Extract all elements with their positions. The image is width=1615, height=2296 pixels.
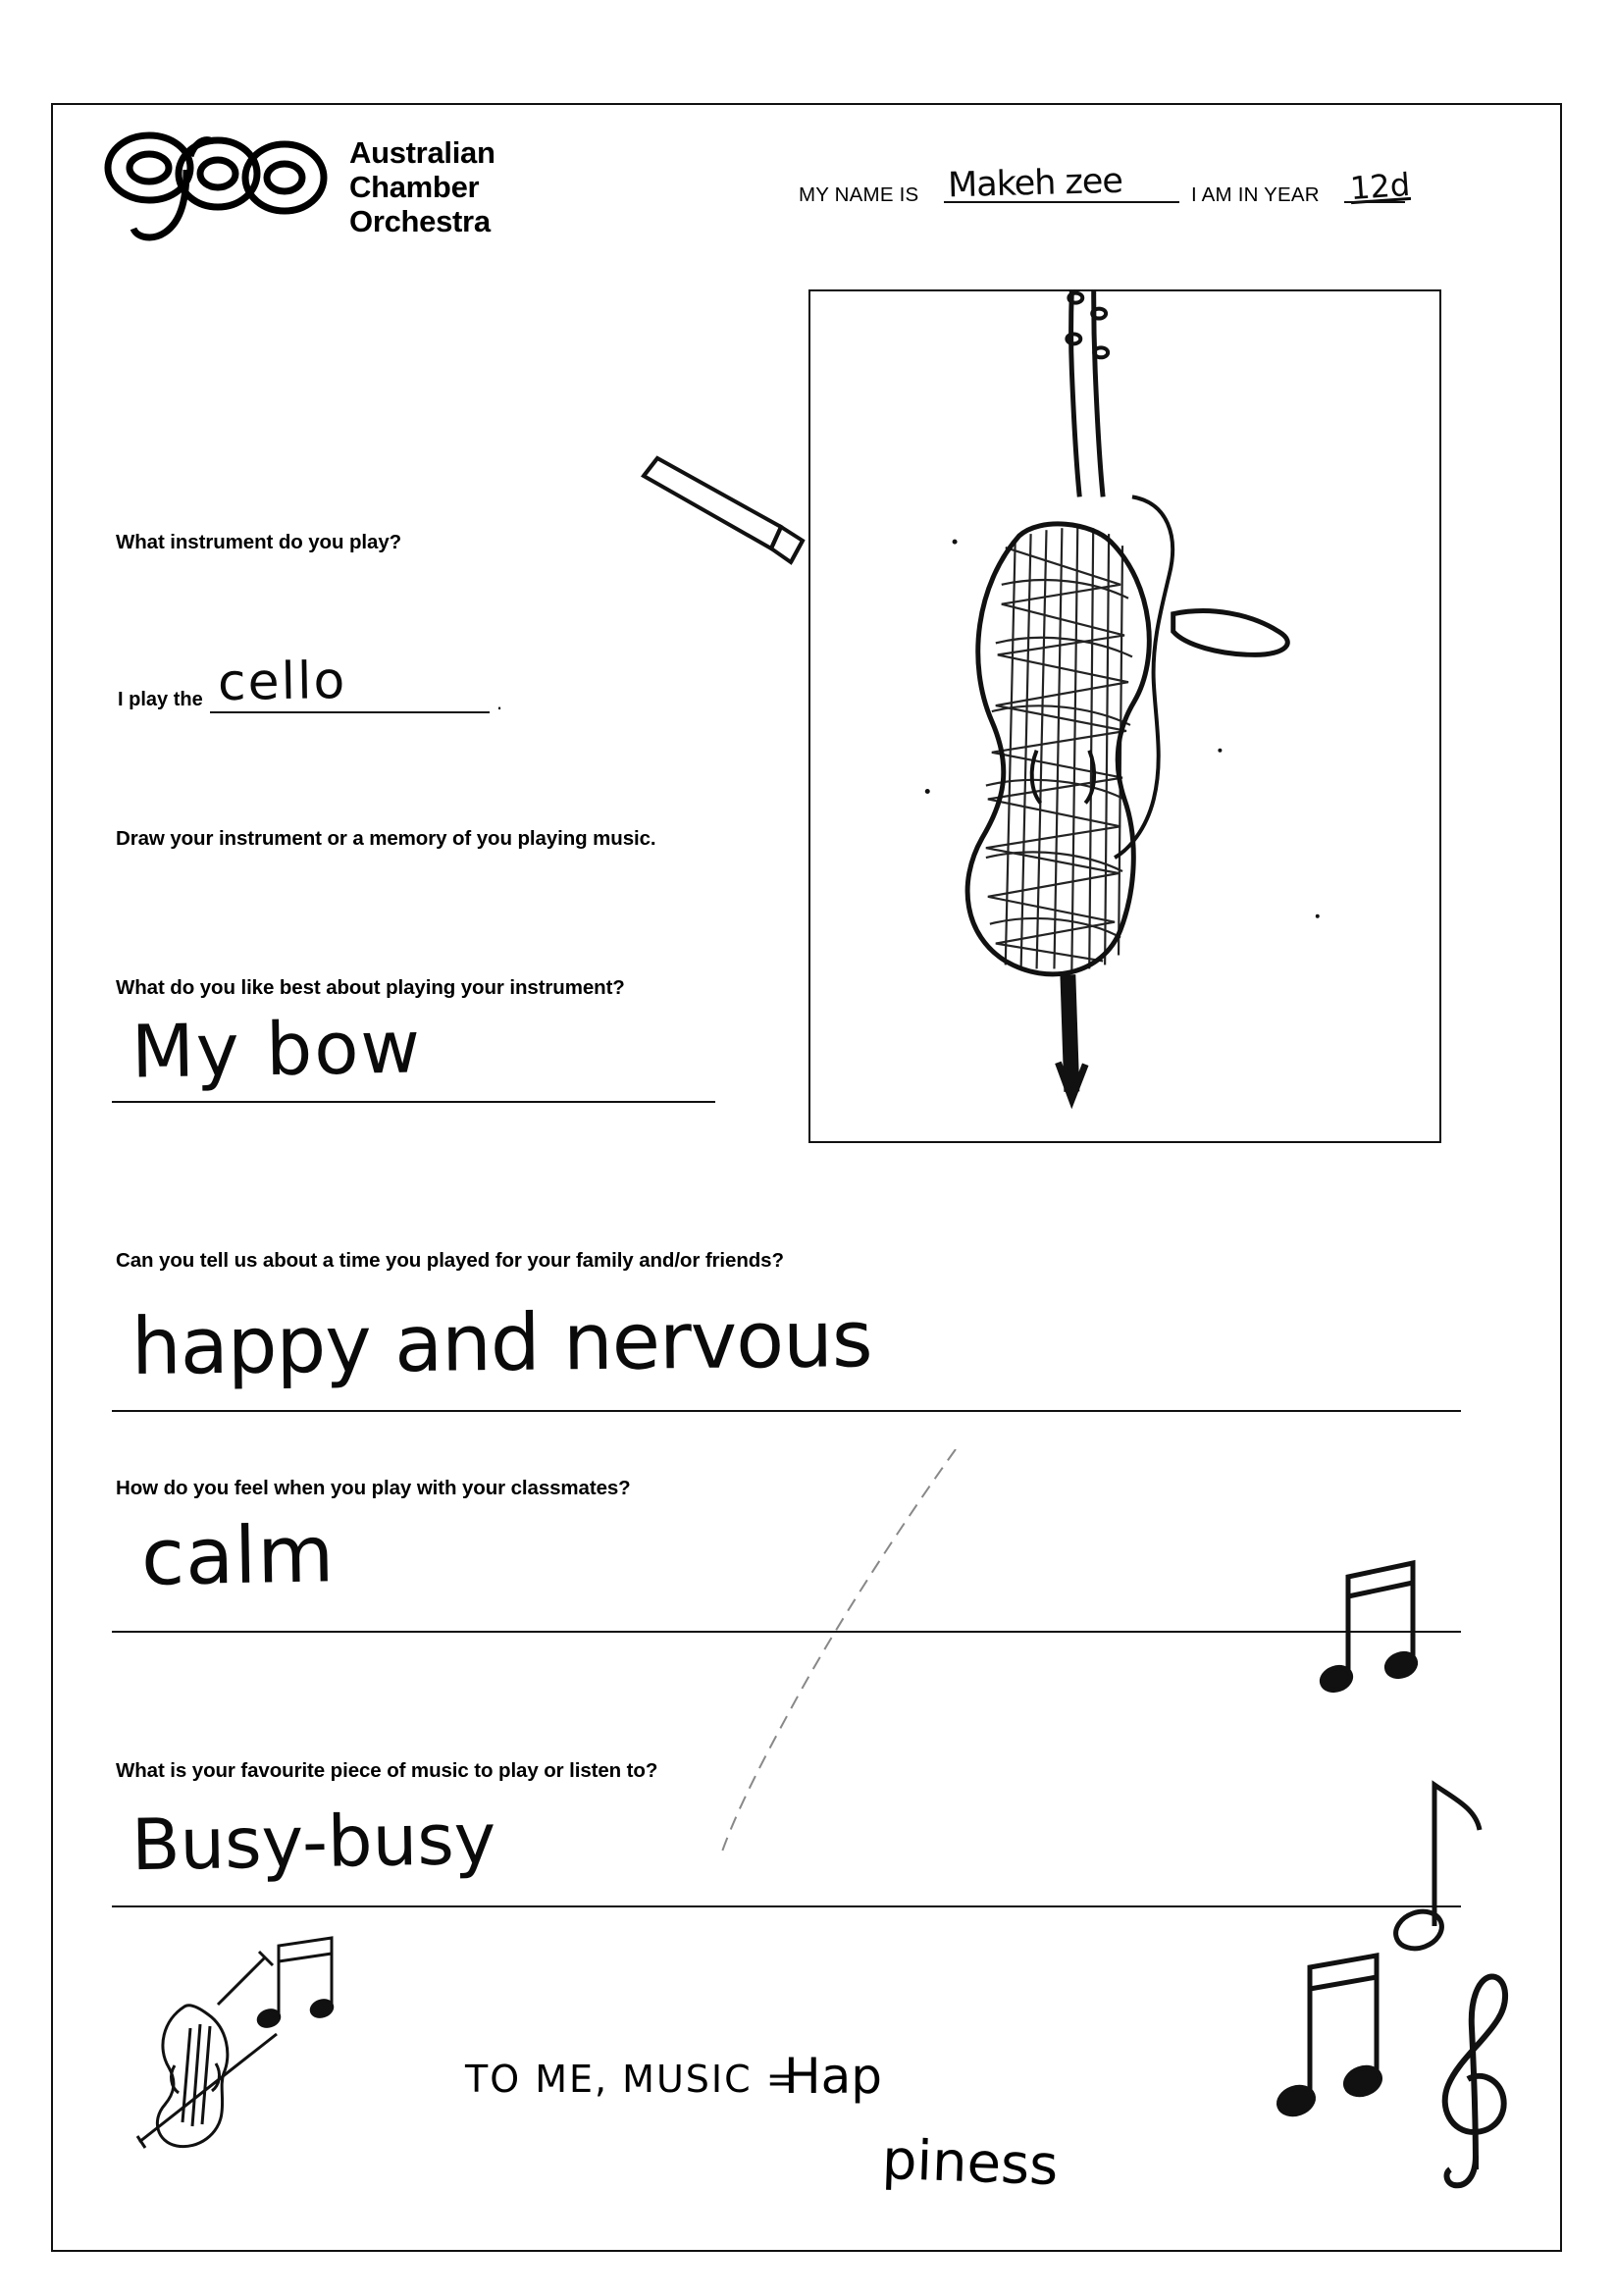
answer-played-for-family[interactable]: happy and nervous (130, 1293, 872, 1392)
music-notes-icon (255, 1932, 373, 2040)
answer-favourite-piece-underline (112, 1905, 1461, 1907)
name-label: MY NAME IS (799, 183, 919, 206)
instrument-period: . (496, 690, 503, 714)
stray-pencil-line (661, 1449, 995, 1861)
question-like-best-prompt: What do you like best about playing your instrument? (116, 976, 625, 999)
child-drawing-cello (810, 291, 1439, 1141)
student-identity-row (799, 161, 1476, 215)
question-classmates-prompt: How do you feel when you play with your classmates? (116, 1477, 631, 1499)
slogan-answer[interactable]: Hap (784, 2048, 882, 2105)
year-label: I AM IN YEAR (1191, 183, 1320, 206)
music-notes-icon (1275, 1950, 1412, 2136)
music-note-eighth-icon (1385, 1765, 1503, 1961)
music-notes-icon (1319, 1557, 1446, 1714)
name-underline (944, 201, 1179, 203)
organisation-name-line2: Chamber (349, 170, 480, 205)
answer-played-for-family-underline (112, 1410, 1461, 1412)
year-underline (1344, 201, 1405, 203)
name-value: Makeh zee (947, 161, 1123, 206)
aco-logo (92, 127, 495, 249)
aco-logo-mark (92, 127, 328, 249)
question-instrument-prompt: What instrument do you play? (116, 531, 402, 553)
organisation-name-line1: Australian (349, 135, 495, 171)
question-favourite-piece-prompt: What is your favourite piece of music to play or listen to? (116, 1759, 658, 1782)
worksheet-page (51, 103, 1562, 2252)
answer-like-best[interactable]: My bow (130, 1005, 423, 1095)
answer-classmates[interactable]: calm (140, 1508, 336, 1603)
answer-favourite-piece[interactable]: Busy-busy (130, 1797, 497, 1887)
organisation-name (349, 136, 495, 238)
slogan-answer-continued[interactable]: piness (880, 2127, 1060, 2199)
drawing-area[interactable] (808, 289, 1441, 1143)
answer-instrument-underline (210, 711, 490, 713)
question-played-for-family-prompt: Can you tell us about a time you played for your family and/or friends? (116, 1249, 784, 1272)
answer-instrument[interactable]: cello (217, 651, 347, 713)
question-drawing-prompt: Draw your instrument or a memory of you playing music. (116, 827, 656, 850)
i-play-the-label: I play the (118, 689, 203, 710)
organisation-name-line3: Orchestra (349, 203, 491, 238)
answer-like-best-underline (112, 1101, 715, 1103)
year-value: 12d (1348, 165, 1412, 208)
treble-clef-icon (1417, 1959, 1535, 2195)
slogan-label: TO ME, MUSIC = (465, 2058, 800, 2101)
crayon-icon (634, 446, 810, 574)
